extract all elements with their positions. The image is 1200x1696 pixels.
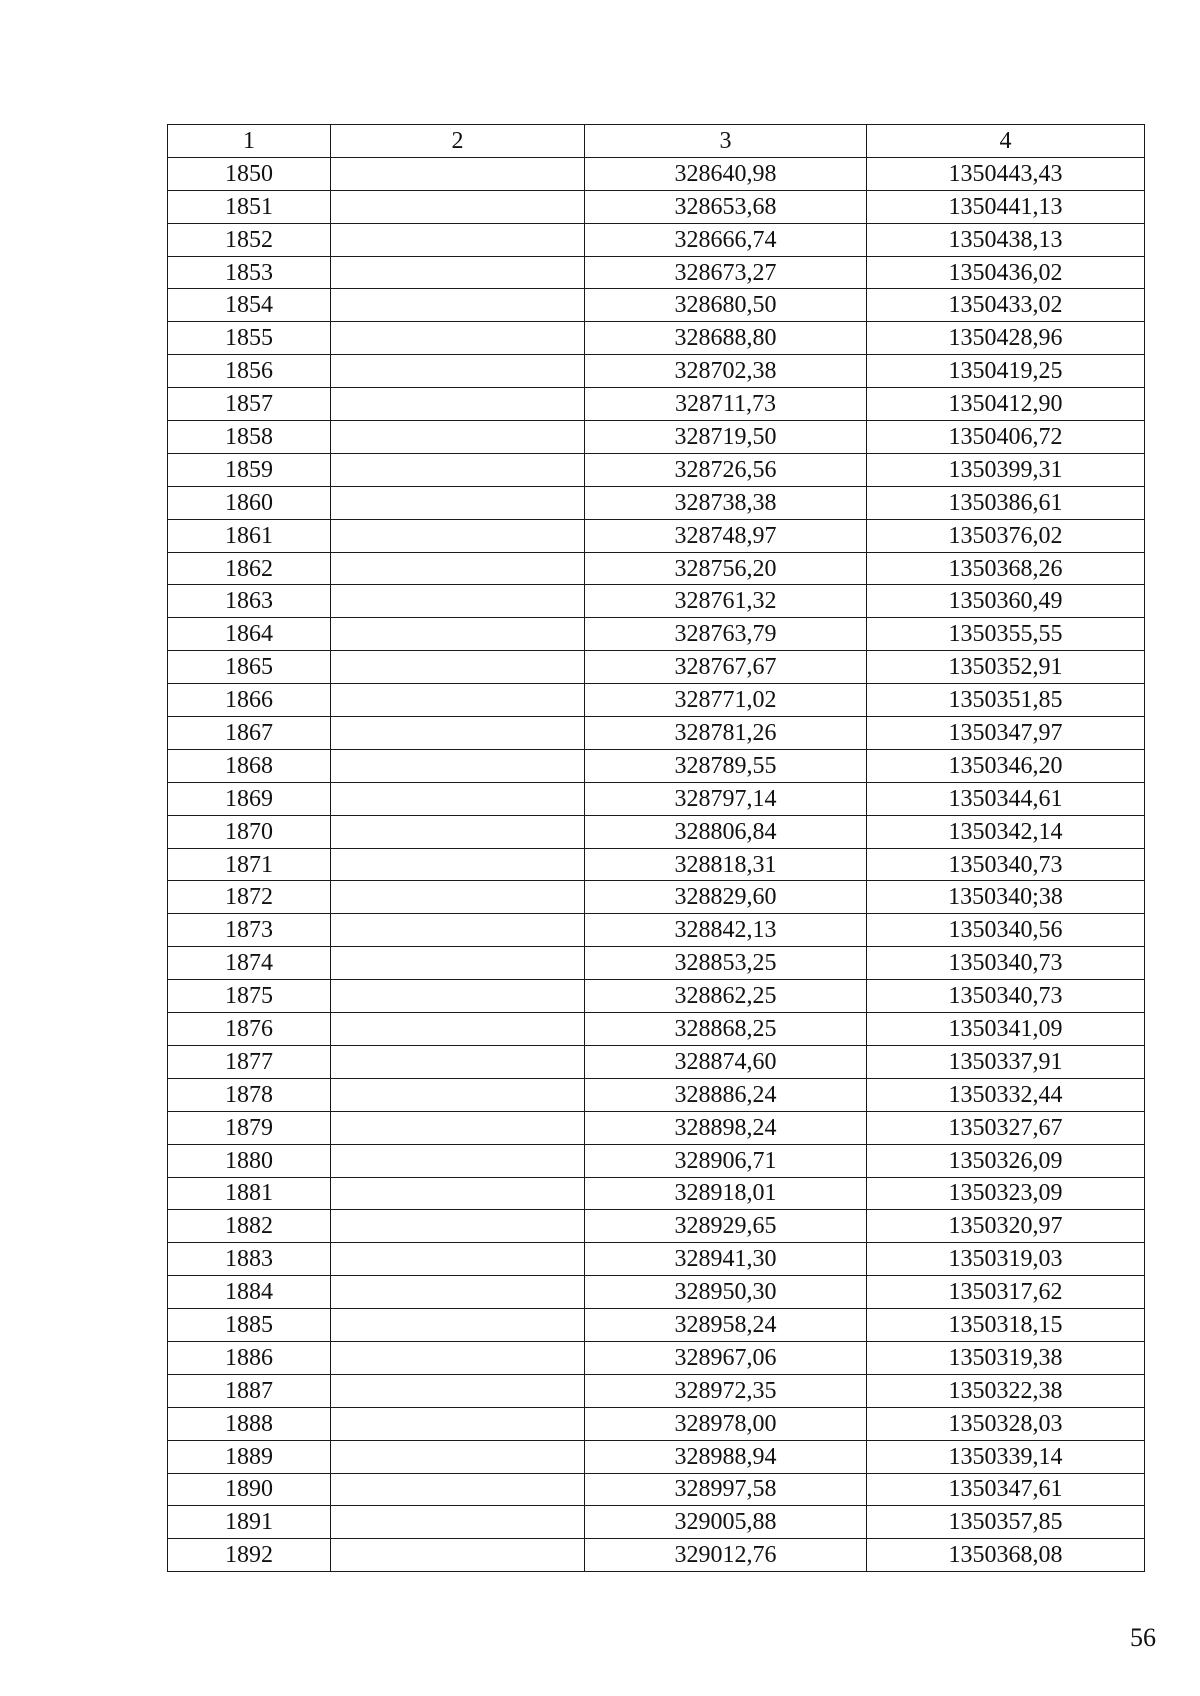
table-cell: 1350318,15 [867, 1309, 1145, 1342]
table-cell: 1350368,26 [867, 552, 1145, 585]
table-cell: 1350317,62 [867, 1276, 1145, 1309]
table-cell [331, 453, 585, 486]
table-cell: 1879 [168, 1111, 331, 1144]
table-cell: 1892 [168, 1539, 331, 1572]
table-cell: 1871 [168, 848, 331, 881]
table-cell: 328950,30 [585, 1276, 867, 1309]
table-cell: 328702,38 [585, 355, 867, 388]
table-row [168, 1506, 1145, 1539]
table-row [168, 289, 1145, 322]
table-cell: 1350406,72 [867, 421, 1145, 454]
table-cell: 1350360,49 [867, 585, 1145, 618]
table-cell: 1870 [168, 815, 331, 848]
table-cell: 1350386,61 [867, 486, 1145, 519]
table-cell [331, 223, 585, 256]
table-cell [331, 157, 585, 190]
table-cell: 328898,24 [585, 1111, 867, 1144]
table-cell: 1350344,61 [867, 782, 1145, 815]
table-row [168, 1440, 1145, 1473]
table-cell: 1350340,56 [867, 914, 1145, 947]
table-cell [331, 289, 585, 322]
table-cell: 1350327,67 [867, 1111, 1145, 1144]
table-cell [331, 1341, 585, 1374]
table-cell: 1350340,73 [867, 980, 1145, 1013]
table-cell [331, 1144, 585, 1177]
table-cell [331, 1045, 585, 1078]
table-cell: 328862,25 [585, 980, 867, 1013]
table-cell: 328972,35 [585, 1374, 867, 1407]
table-cell: 328719,50 [585, 421, 867, 454]
table-cell: 1887 [168, 1374, 331, 1407]
table-cell: 1350337,91 [867, 1045, 1145, 1078]
table-cell [331, 585, 585, 618]
table-cell [331, 1309, 585, 1342]
table-cell: 328797,14 [585, 782, 867, 815]
table-cell: 1853 [168, 256, 331, 289]
table-cell: 1350320,97 [867, 1210, 1145, 1243]
table-row [168, 552, 1145, 585]
table-cell: 1861 [168, 519, 331, 552]
table-cell: 328789,55 [585, 749, 867, 782]
table-cell: 1864 [168, 618, 331, 651]
table-cell: 1350412,90 [867, 388, 1145, 421]
table-row [168, 947, 1145, 980]
table-cell: 1350319,03 [867, 1243, 1145, 1276]
table-cell: 1868 [168, 749, 331, 782]
table-row [168, 157, 1145, 190]
page-number: 56 [1130, 1623, 1156, 1652]
table-cell: 328929,65 [585, 1210, 867, 1243]
table-cell: 328640,98 [585, 157, 867, 190]
table-row [168, 1374, 1145, 1407]
table-cell [331, 848, 585, 881]
table-cell: 1350340,73 [867, 848, 1145, 881]
table-cell: 1350340,73 [867, 947, 1145, 980]
table-cell: 1350326,09 [867, 1144, 1145, 1177]
table-cell: 1350332,44 [867, 1078, 1145, 1111]
table-cell: 328666,74 [585, 223, 867, 256]
table-cell: 329012,76 [585, 1539, 867, 1572]
table-cell: 329005,88 [585, 1506, 867, 1539]
table-cell: 328738,38 [585, 486, 867, 519]
table-cell: 1878 [168, 1078, 331, 1111]
table-row [168, 322, 1145, 355]
table-cell: 1852 [168, 223, 331, 256]
table-cell: 1350322,38 [867, 1374, 1145, 1407]
table-cell: 1867 [168, 717, 331, 750]
table-cell: 1350368,08 [867, 1539, 1145, 1572]
table-cell: 328748,97 [585, 519, 867, 552]
table-cell: 1858 [168, 421, 331, 454]
table-cell [331, 782, 585, 815]
table-row [168, 815, 1145, 848]
table-cell: 1889 [168, 1440, 331, 1473]
table-cell [331, 519, 585, 552]
column-header: 2 [331, 125, 585, 158]
table-cell [331, 1440, 585, 1473]
table-cell [331, 651, 585, 684]
table-body [168, 157, 1145, 1571]
table-cell [331, 980, 585, 1013]
table-cell: 1875 [168, 980, 331, 1013]
table-row [168, 684, 1145, 717]
table-cell: 1869 [168, 782, 331, 815]
table-cell: 328818,31 [585, 848, 867, 881]
table-row [168, 1045, 1145, 1078]
table-cell [331, 322, 585, 355]
table-row [168, 717, 1145, 750]
table-row [168, 519, 1145, 552]
table-cell: 1877 [168, 1045, 331, 1078]
table-cell: 1863 [168, 585, 331, 618]
table-cell: 328842,13 [585, 914, 867, 947]
table-row [168, 848, 1145, 881]
table-cell: 1850 [168, 157, 331, 190]
table-cell [331, 1539, 585, 1572]
table-cell [331, 256, 585, 289]
table-row [168, 585, 1145, 618]
table-cell [331, 717, 585, 750]
table-cell [331, 618, 585, 651]
table-row [168, 749, 1145, 782]
table-row [168, 1539, 1145, 1572]
coordinates-table [167, 124, 1145, 1572]
table-row [168, 256, 1145, 289]
table-row [168, 1078, 1145, 1111]
table-cell: 328853,25 [585, 947, 867, 980]
table-cell: 328688,80 [585, 322, 867, 355]
table-cell: 1886 [168, 1341, 331, 1374]
table-cell [331, 684, 585, 717]
table-cell: 328806,84 [585, 815, 867, 848]
table-cell: 1350357,85 [867, 1506, 1145, 1539]
table-row [168, 881, 1145, 914]
table-cell: 1350323,09 [867, 1177, 1145, 1210]
table-cell [331, 1243, 585, 1276]
table-cell: 328906,71 [585, 1144, 867, 1177]
table-cell: 328767,67 [585, 651, 867, 684]
table-cell [331, 749, 585, 782]
table-cell: 1350438,13 [867, 223, 1145, 256]
table-cell [331, 1177, 585, 1210]
table-cell: 328781,26 [585, 717, 867, 750]
table-cell [331, 881, 585, 914]
table-cell: 1890 [168, 1473, 331, 1506]
table-cell: 1851 [168, 190, 331, 223]
table-cell: 1859 [168, 453, 331, 486]
table-row [168, 1210, 1145, 1243]
table-row [168, 914, 1145, 947]
table-cell: 1856 [168, 355, 331, 388]
table-row [168, 223, 1145, 256]
table-row [168, 1473, 1145, 1506]
column-header: 1 [168, 125, 331, 158]
table-cell [331, 1013, 585, 1046]
table-cell: 1855 [168, 322, 331, 355]
table-cell: 328988,94 [585, 1440, 867, 1473]
table-cell: 1857 [168, 388, 331, 421]
table-cell: 328761,32 [585, 585, 867, 618]
table-cell: 1350340;38 [867, 881, 1145, 914]
table-cell: 1350352,91 [867, 651, 1145, 684]
table-cell [331, 421, 585, 454]
table-cell: 328958,24 [585, 1309, 867, 1342]
table-cell [331, 190, 585, 223]
table-cell: 328763,79 [585, 618, 867, 651]
table-cell [331, 815, 585, 848]
table-cell: 1873 [168, 914, 331, 947]
table-cell: 1860 [168, 486, 331, 519]
table-cell: 1350351,85 [867, 684, 1145, 717]
table-cell [331, 1374, 585, 1407]
table-cell: 1854 [168, 289, 331, 322]
table-row [168, 1177, 1145, 1210]
table-cell: 1866 [168, 684, 331, 717]
table-cell: 1350399,31 [867, 453, 1145, 486]
table-cell: 328829,60 [585, 881, 867, 914]
table-cell: 1350346,20 [867, 749, 1145, 782]
table-row [168, 1276, 1145, 1309]
table-cell [331, 388, 585, 421]
table-cell: 1350419,25 [867, 355, 1145, 388]
table-cell: 1350342,14 [867, 815, 1145, 848]
table-cell [331, 1276, 585, 1309]
table-cell: 1350339,14 [867, 1440, 1145, 1473]
table-cell: 1350433,02 [867, 289, 1145, 322]
column-header: 3 [585, 125, 867, 158]
table-cell [331, 1078, 585, 1111]
table-cell: 1885 [168, 1309, 331, 1342]
table-cell: 1872 [168, 881, 331, 914]
table-row [168, 782, 1145, 815]
table-cell: 328673,27 [585, 256, 867, 289]
table-cell: 1350436,02 [867, 256, 1145, 289]
table-row [168, 1309, 1145, 1342]
table-cell: 328941,30 [585, 1243, 867, 1276]
table-row [168, 486, 1145, 519]
table-cell [331, 486, 585, 519]
table-row [168, 190, 1145, 223]
table-cell: 328726,56 [585, 453, 867, 486]
table-cell [331, 947, 585, 980]
table-cell: 328886,24 [585, 1078, 867, 1111]
table-cell [331, 552, 585, 585]
table-cell: 1876 [168, 1013, 331, 1046]
table-cell: 328680,50 [585, 289, 867, 322]
table-row [168, 651, 1145, 684]
table-row [168, 618, 1145, 651]
table-cell: 1882 [168, 1210, 331, 1243]
table-cell: 1881 [168, 1177, 331, 1210]
table-cell: 328868,25 [585, 1013, 867, 1046]
table-cell: 1883 [168, 1243, 331, 1276]
table-cell: 328978,00 [585, 1407, 867, 1440]
table-row [168, 355, 1145, 388]
table-cell [331, 914, 585, 947]
table-row [168, 1341, 1145, 1374]
table-row [168, 1407, 1145, 1440]
table-cell: 328771,02 [585, 684, 867, 717]
table-cell: 1350376,02 [867, 519, 1145, 552]
table-cell: 328653,68 [585, 190, 867, 223]
table-row [168, 1243, 1145, 1276]
table-cell: 328918,01 [585, 1177, 867, 1210]
table-cell: 1350443,43 [867, 157, 1145, 190]
table-row [168, 1013, 1145, 1046]
column-header: 4 [867, 125, 1145, 158]
table-cell: 328967,06 [585, 1341, 867, 1374]
table-cell: 328874,60 [585, 1045, 867, 1078]
table-cell [331, 1473, 585, 1506]
table-cell [331, 355, 585, 388]
table-cell: 1350347,97 [867, 717, 1145, 750]
table-cell [331, 1407, 585, 1440]
table-row [168, 1111, 1145, 1144]
table-row [168, 980, 1145, 1013]
table-row [168, 1144, 1145, 1177]
table-cell: 1350328,03 [867, 1407, 1145, 1440]
table-cell: 1350347,61 [867, 1473, 1145, 1506]
table-row [168, 421, 1145, 454]
table-row [168, 453, 1145, 486]
table-cell: 1350428,96 [867, 322, 1145, 355]
table-cell: 328711,73 [585, 388, 867, 421]
table-cell: 1880 [168, 1144, 331, 1177]
table-cell: 1350319,38 [867, 1341, 1145, 1374]
table-cell [331, 1506, 585, 1539]
table-cell [331, 1210, 585, 1243]
table-row [168, 388, 1145, 421]
table-cell: 328756,20 [585, 552, 867, 585]
table-cell: 1874 [168, 947, 331, 980]
table-header-row [168, 125, 1145, 158]
table-cell: 1350355,55 [867, 618, 1145, 651]
table-cell: 1884 [168, 1276, 331, 1309]
table-cell: 1350441,13 [867, 190, 1145, 223]
table-cell: 328997,58 [585, 1473, 867, 1506]
table-cell [331, 1111, 585, 1144]
table-cell: 1862 [168, 552, 331, 585]
table-cell: 1891 [168, 1506, 331, 1539]
table-cell: 1865 [168, 651, 331, 684]
table-cell: 1888 [168, 1407, 331, 1440]
table-cell: 1350341,09 [867, 1013, 1145, 1046]
